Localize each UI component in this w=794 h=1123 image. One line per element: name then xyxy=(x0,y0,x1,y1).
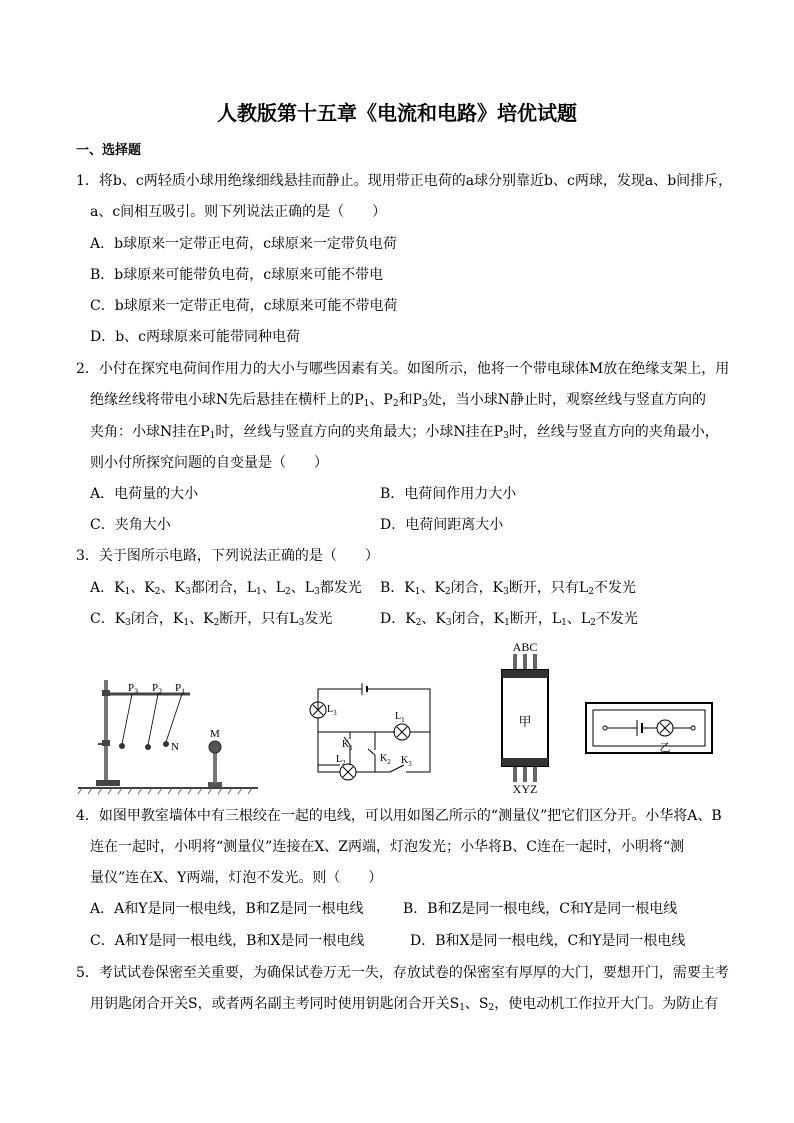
q3-option-a: A．$K_1$、$K_2$、$K_3$都闭合，$L_1$、$L_2$、$L_3$都发光 xyxy=(90,580,362,597)
q5-stem-line2: 用钥匙闭合开关S，或者两名副主考同时使用钥匙闭合开关$S_1$、$S_2$，使电动机工作拉开大门。为防止有 xyxy=(90,996,719,1013)
q2-option-d: D．电荷间距离大小 xyxy=(380,517,504,533)
q3-option-c: C．$K_3$闭合，$K_1$、$K_2$断开，只有$L_3$发光 xyxy=(90,611,333,628)
q1-option-d: D．b、c两球原来可能带同种电荷 xyxy=(90,329,301,345)
q2-stem-line2: 绝缘丝线将带电小球N先后悬挂在横杆上的$P_1$、$P_2$和$P_3$处，当小球N静止时，观察丝线与竖直方向的 xyxy=(90,392,706,409)
figure-wall-box-jia xyxy=(490,640,560,795)
label-k1: $K_1$ xyxy=(342,739,353,752)
q1-stem-line1: 1．将b、c两轻质小球用绝缘细线悬挂而静止。现用带正电荷的a球分别靠近b、c两球，发现a、b间排斥， xyxy=(76,173,733,189)
label-xyz: XYZ xyxy=(512,782,538,795)
switch-k2 xyxy=(368,749,375,755)
q2-stem-line1: 2．小付在探究电荷间作用力的大小与哪些因素有关。如图所示，他将一个带电球体M放在绝缘支架上，用 xyxy=(76,361,730,377)
label-yi: 乙 xyxy=(659,741,671,754)
q4-option-b: B．B和Z是同一根电线，C和Y是同一根电线 xyxy=(403,901,678,917)
q1-option-b: B．b球原来可能带负电荷，c球原来可能不带电 xyxy=(90,267,384,283)
q4-stem-line1: 4．如图甲教室墙体中有三根绞在一起的电线，可以用如图乙所示的“测量仪”把它们区分开。小华将A、B xyxy=(76,808,722,824)
q5-stem-line1: 5．考试试卷保密至关重要，为确保试卷万无一失，存放试卷的保密室有厚厚的大门，要想开门，需要主考 xyxy=(76,965,729,981)
label-m: M xyxy=(210,728,220,740)
ball-at-p2 xyxy=(145,744,151,750)
label-p2: $P_2$ xyxy=(152,682,163,696)
q2-option-a: A．电荷量的大小 xyxy=(90,486,199,502)
label-l2: $L_2$ xyxy=(336,754,346,767)
q3-option-d: D．$K_2$、$K_3$闭合，$K_1$断开，$L_1$、$L_2$不发光 xyxy=(380,611,638,628)
sphere-m xyxy=(209,741,221,753)
label-n: N xyxy=(171,741,179,753)
q4-stem-line2: 连在一起时，小明将“测量仪”连接在X、Z两端，灯泡发光；小华将B、C连在一起时，小明将“测 xyxy=(90,839,685,855)
q3-stem: 3．关于图所示电路，下列说法正确的是（ ） xyxy=(76,548,379,564)
thread-p1 xyxy=(166,694,182,742)
label-k2: $K_2$ xyxy=(380,753,391,766)
figure-tester-yi xyxy=(585,702,715,757)
figure-circuit xyxy=(300,675,440,790)
q2-stem-line4: 则小付所探究问题的自变量是（ ） xyxy=(90,455,328,471)
q2-stem-line3: 夹角：小球N挂在$P_1$时，丝线与竖直方向的夹角最大；小球N挂在$P_3$时，丝线与竖直方向的夹角最小， xyxy=(90,424,719,441)
q4-stem-line3: 量仪”连在X、Y两端，灯泡不发光。则（ ） xyxy=(90,870,383,886)
thread-p3 xyxy=(122,694,132,744)
stand-base xyxy=(96,780,120,786)
q3-option-b: B．$K_1$、$K_2$闭合，$K_3$断开，只有$L_2$不发光 xyxy=(380,580,636,597)
q1-option-c: C．b球原来一定带正电荷，c球原来可能不带电荷 xyxy=(90,298,398,314)
label-jia: 甲 xyxy=(518,715,532,730)
ball-at-p1 xyxy=(163,741,169,747)
q4-option-a: A．A和Y是同一根电线，B和Z是同一根电线 xyxy=(90,901,364,917)
switch-k3 xyxy=(390,765,404,772)
figure-pendulum-apparatus xyxy=(78,670,258,795)
label-k3: $K_3$ xyxy=(401,755,412,768)
label-l1: $L_1$ xyxy=(395,711,405,724)
q4-option-d: D．B和X是同一根电线，C和Y是同一根电线 xyxy=(410,933,686,949)
q1-option-a: A．b球原来一定带正电荷，c球原来一定带负电荷 xyxy=(90,236,397,252)
ball-at-p3 xyxy=(119,743,125,749)
section-heading: 一、选择题 xyxy=(76,143,142,158)
thread-p2 xyxy=(148,694,158,745)
q4-option-c: C．A和Y是同一根电线，B和X是同一根电线 xyxy=(90,933,365,949)
label-p1: $P_1$ xyxy=(175,682,186,696)
q1-stem-line2: a、c间相互吸引。则下列说法正确的是（ ） xyxy=(90,204,387,220)
page-title: 人教版第十五章《电流和电路》培优试题 xyxy=(217,101,577,125)
label-abc: ABC xyxy=(512,640,538,654)
insulating-support xyxy=(213,750,217,783)
q2-option-b: B．电荷间作用力大小 xyxy=(380,486,517,502)
label-p3: $P_3$ xyxy=(128,682,139,696)
label-l3: $L_3$ xyxy=(327,704,337,717)
q2-option-c: C．夹角大小 xyxy=(90,517,171,533)
